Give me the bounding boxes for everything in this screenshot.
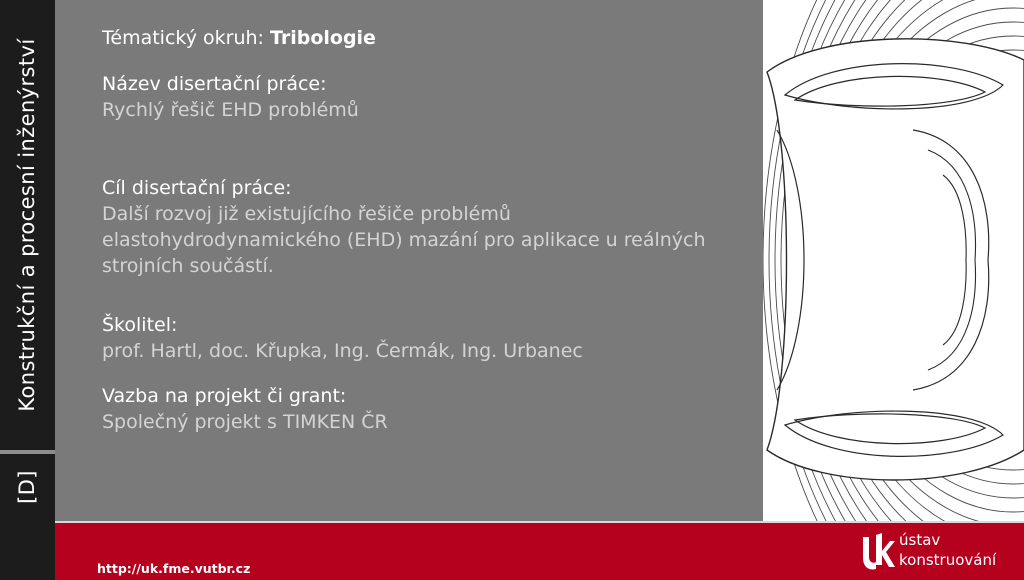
goal-block: [102, 175, 752, 279]
footer-url-link[interactable]: http://uk.fme.vutbr.cz: [97, 561, 251, 576]
supervisor-value: prof. Hartl, doc. Křupka, Ing. Čermák, Ing. Urbanec: [102, 340, 583, 362]
goal-label: Cíl disertační práce:: [102, 177, 292, 199]
goal-value: Další rozvoj již existujícího řešiče problémů elastohydrodynamického (EHD) mazání pro aplikace u reálných strojních součástí.: [102, 203, 706, 277]
sidebar-divider: [0, 450, 55, 454]
topic-value: Tribologie: [269, 27, 376, 49]
project-label: Vazba na projekt či grant:: [102, 385, 347, 407]
thesis-title-block: [102, 71, 752, 123]
main-content: [55, 0, 763, 521]
logo-line-2: konstruování: [899, 551, 997, 569]
project-block: [102, 383, 752, 435]
thesis-title-value: Rychlý řešič EHD problémů: [102, 99, 359, 121]
institute-logo-icon: [859, 531, 895, 573]
project-value: Společný projekt s TIMKEN ČR: [102, 411, 388, 433]
institute-logo-text: [899, 530, 996, 570]
supervisor-block: [102, 312, 752, 364]
thesis-title-label: Název disertační práce:: [102, 73, 327, 95]
sidebar: [0, 0, 55, 580]
logo-line-1: ústav: [899, 531, 941, 549]
topic-block: [102, 25, 752, 51]
section-title: Konstrukční a procesní inženýrství: [15, 38, 39, 412]
ehd-contour-image: [763, 0, 1024, 521]
topic-label: Tématický okruh:: [102, 27, 270, 49]
contour-lines: [763, 0, 1024, 521]
supervisor-label: Školitel:: [102, 314, 178, 336]
section-code: [D]: [15, 470, 39, 504]
footer-bar: [55, 521, 1024, 580]
